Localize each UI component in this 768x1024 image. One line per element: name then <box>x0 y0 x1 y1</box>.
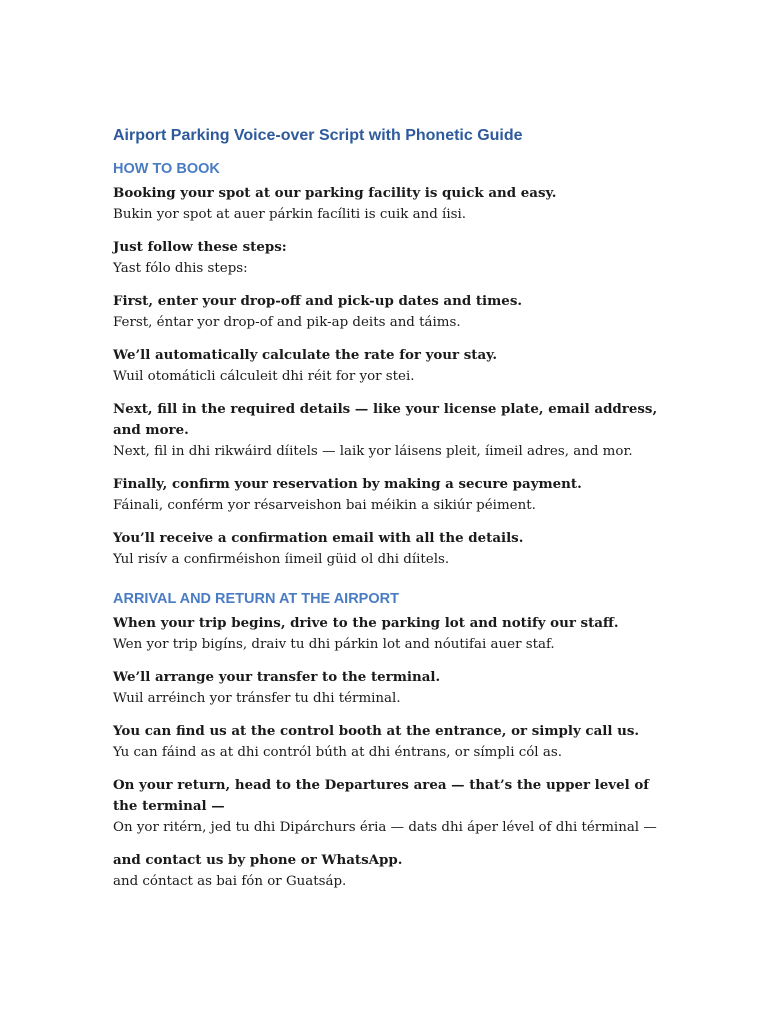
script-line-pair <box>113 399 658 462</box>
document-page <box>113 126 658 912</box>
section-heading: ARRIVAL AND RETURN AT THE AIRPORT <box>113 591 399 607</box>
script-line-text: We’ll arrange your transfer to the terminal. <box>113 669 441 685</box>
script-line-pair <box>113 291 658 333</box>
phonetic-line-text: Yul risív a confirméishon íimeil güid ol dhi díitels. <box>113 552 450 567</box>
phonetic-line-text: Wen yor trip bigíns, draiv tu dhi párkin lot and nóutifai auer staf. <box>113 637 555 652</box>
phonetic-line-text: Yast fólo dhis steps: <box>113 261 248 276</box>
section-1 <box>113 590 658 892</box>
script-line-text: We’ll automatically calculate the rate for your stay. <box>113 347 498 363</box>
document-title: Airport Parking Voice-over Script with Phonetic Guide <box>113 127 523 144</box>
script-line-text: You’ll receive a confirmation email with all the details. <box>113 530 524 546</box>
script-line-pair <box>113 474 658 516</box>
document-sections <box>113 160 658 892</box>
script-line-pair <box>113 183 658 225</box>
script-line-text: and contact us by phone or WhatsApp. <box>113 852 403 868</box>
script-line-pair <box>113 613 658 655</box>
script-line-pair <box>113 721 658 763</box>
phonetic-line-text: Wuil arréinch yor tránsfer tu dhi términal. <box>113 691 401 706</box>
script-line-pair <box>113 237 658 279</box>
phonetic-line-text: Wuil otomáticli cálculeit dhi réit for yor stei. <box>113 369 415 384</box>
phonetic-line-text: Ferst, éntar yor drop-of and pik-ap deits and táims. <box>113 315 461 330</box>
phonetic-line-text: Next, fil in dhi rikwáird díitels — laik yor láisens pleit, íimeil adres, and mor. <box>113 444 633 459</box>
script-line-text: Just follow these steps: <box>113 239 287 255</box>
script-line-pair <box>113 850 658 892</box>
phonetic-line-text: Yu can fáind as at dhi contról búth at dhi éntrans, or símpli cól as. <box>113 745 562 760</box>
script-line-pair <box>113 345 658 387</box>
script-line-text: On your return, head to the Departures area — that’s the upper level of the terminal — <box>113 777 650 814</box>
script-line-pair <box>113 667 658 709</box>
script-line-text: First, enter your drop-off and pick-up dates and times. <box>113 293 523 309</box>
script-line-text: Finally, confirm your reservation by making a secure payment. <box>113 476 582 492</box>
script-line-text: You can find us at the control booth at the entrance, or simply call us. <box>113 723 640 739</box>
section-0 <box>113 160 658 570</box>
phonetic-line-text: and cóntact as bai fón or Guatsáp. <box>113 874 347 889</box>
script-line-text: Next, fill in the required details — like your license plate, email address, and more. <box>113 401 658 438</box>
phonetic-line-text: Fáinali, conférm yor résarveishon bai méikin a sikiúr péiment. <box>113 498 536 513</box>
script-line-pair <box>113 528 658 570</box>
phonetic-line-text: On yor ritérn, jed tu dhi Dipárchurs éria — dats dhi áper lével of dhi términal — <box>113 820 657 835</box>
phonetic-line-text: Bukin yor spot at auer párkin facíliti is cuik and íisi. <box>113 207 467 222</box>
section-heading: HOW TO BOOK <box>113 161 220 177</box>
script-line-text: Booking your spot at our parking facility is quick and easy. <box>113 185 557 201</box>
script-line-text: When your trip begins, drive to the parking lot and notify our staff. <box>113 615 619 631</box>
script-line-pair <box>113 775 658 838</box>
